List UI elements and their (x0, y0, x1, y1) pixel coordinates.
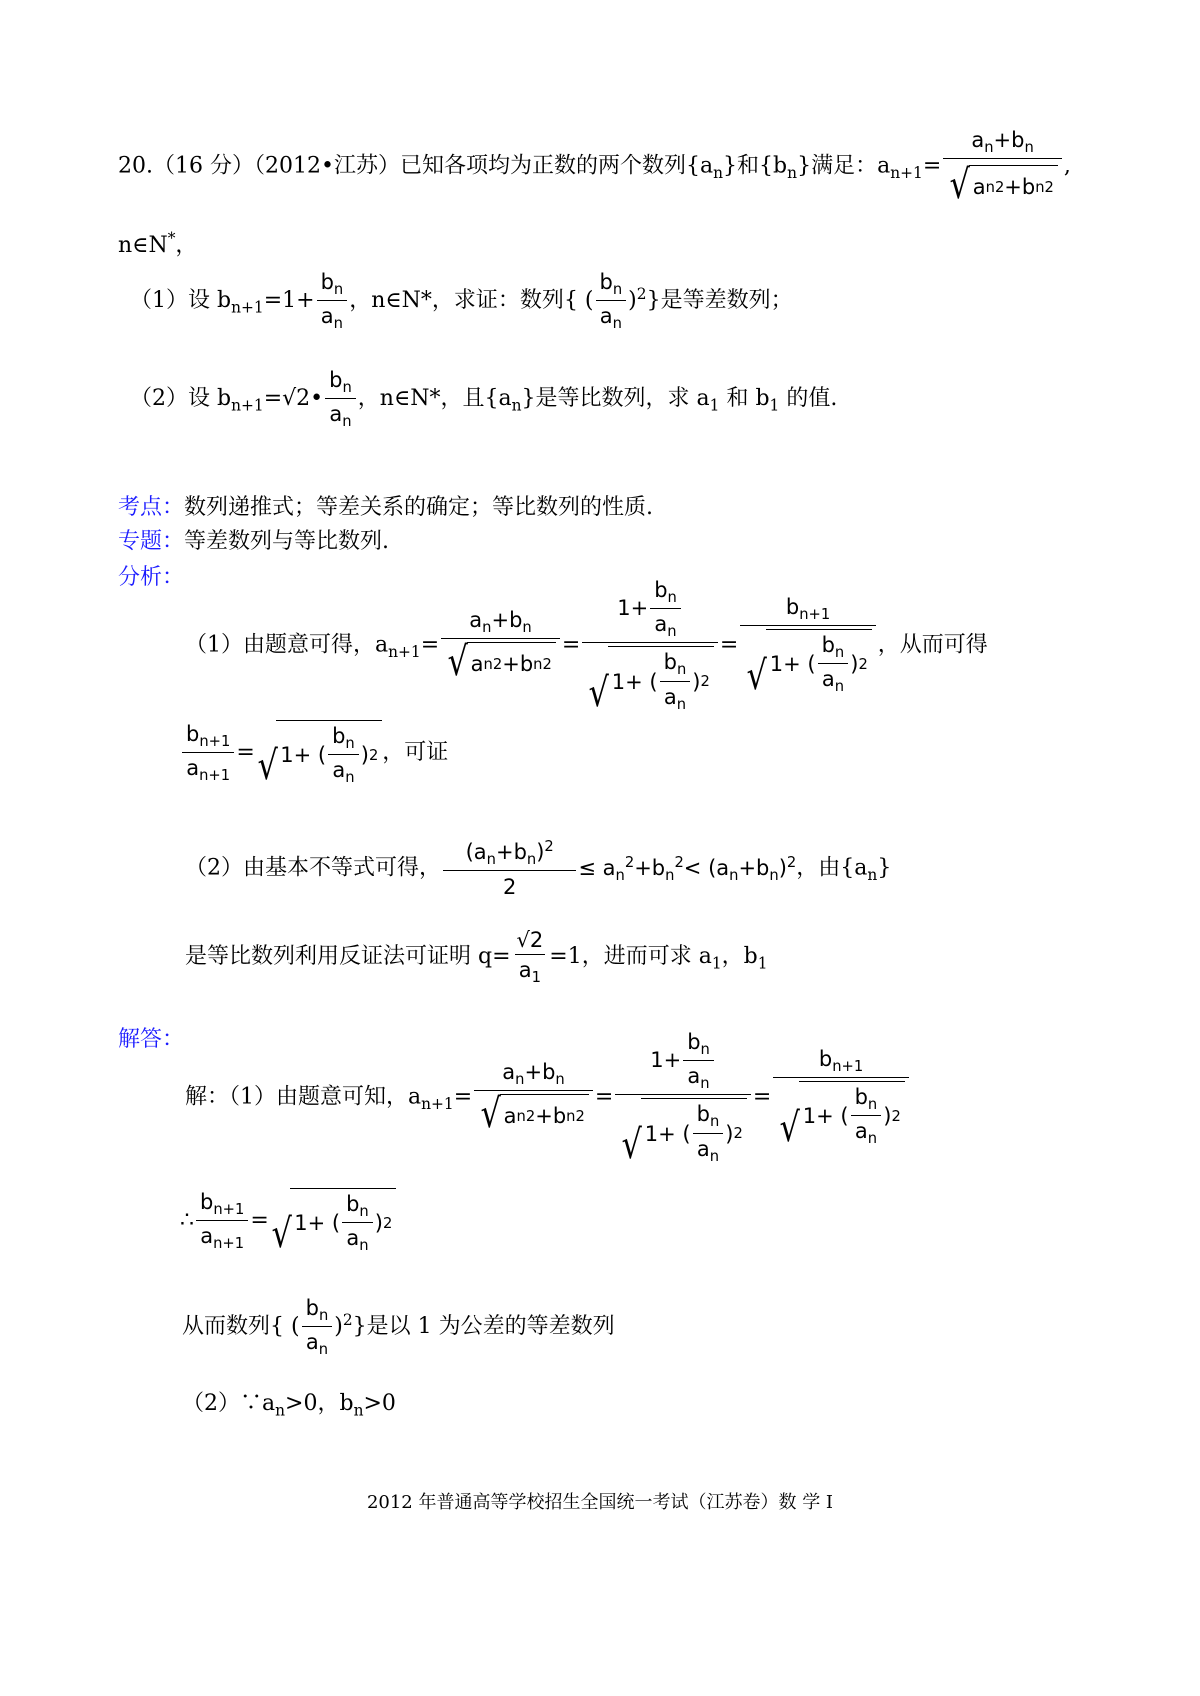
jieda-line-2: ∴ $\frac{b_{n+1}}{a_{n+1}}$ = √ 1+ ( $\frac{b_n}{a_n}$ ) 2 (180, 1188, 396, 1254)
fenxi-label: 分析： (118, 565, 185, 590)
jieda-line-3: 从而数列{ ( $\frac{b_n}{a_n}$ )$^2$}是以 1 为公差的等差数列 (182, 1296, 615, 1359)
formula-bn-over-an: $\frac{b_n}{a_n}$ (317, 270, 348, 332)
jieda-line-4: $(2)\because a_n>0$，$b_n>0$ (182, 1391, 396, 1420)
fenxi-p1: （1）由题意可得，$a_{n+1}=$ $a_n+b_n$ √ a n 2 +b n 2 = 1+ $\frac{b_n}{a_n}$ √ 1+ ( $\frac{b_n}{a_n}$ ) 2 = $b_{n+1}$ √ 1+ ( $\frac{b_n}{a_n}$ ) 2 ，从而可得 (185, 578, 988, 716)
problem-line-1: 20.（16 分）（2012•江苏）已知各项均为正数的两个数列$\{a_n\}$和$\{b_n\}$满足：$a_{n+1}=$ $a_n+b_n$ √ a n 2 +b n 2 , (118, 128, 1071, 209)
fenxi-p2: （2）由基本不等式可得， $\frac{(a_n+b_n)^2}{2}$ ≤ $a_n^2+b_n^2< (a_n+b_n)^2$，由$\{a_n\}$ (185, 838, 892, 900)
kaodian: 考点：数列递推式；等差关系的确定；等比数列的性质. (118, 495, 654, 520)
problem-score: （16 分） (153, 153, 254, 179)
zhuanti: 专题：等差数列与等比数列. (118, 529, 390, 554)
problem-number: 20. (118, 153, 153, 179)
fenxi-p1b: $\frac{b_{n+1}}{a_{n+1}}$ = √ 1+ ( $\frac{b_n}{a_n}$ ) 2 ，可证 (180, 720, 448, 786)
jieda-label: 解答： (118, 1027, 185, 1052)
problem-source: （2012•江苏） (254, 153, 400, 179)
jieda-line-1: 解：（1）由题意可知，$a_{n+1}=$ $a_n+b_n$ √ a n 2 +b n 2 = 1+ $\frac{b_n}{a_n}$ √ 1+ ( $\frac{b_n}{a_n}$ ) 2 = $b_{n+1}$ √ 1+ ( $\frac{b_n}{a_n}$ ) 2 (185, 1030, 911, 1165)
part-1: （1）设 $b_{n+1}=1+$ $\frac{b_n}{a_n}$ ，n∈N*，求证：数列{ ( $\frac{b_n}{a_n}$ )$^2$}是等差数列； (130, 270, 793, 333)
formula-recurrence: $a_n+b_n$ √ a n 2 +b n 2 (943, 128, 1062, 205)
problem-stem: 已知各项均为正数的两个数列 (399, 153, 686, 179)
page-footer: 2012 年普通高等学校招生全国统一考试（江苏卷）数 学 I (366, 1492, 834, 1513)
fenxi-p2b: 是等比数列利用反证法可证明 q= $\frac{√2}{a_1}$ =1，进而可求 $a_1$，$b_1$ (185, 928, 768, 987)
part-2: （2）设 $b_{n+1}=√2•$ $\frac{b_n}{a_n}$ ，n∈N*，且$\{a_n\}$是等比数列，求 $a_1$ 和 $b_1$ 的值. (130, 368, 838, 431)
n-domain: n∈N*， (118, 229, 198, 258)
